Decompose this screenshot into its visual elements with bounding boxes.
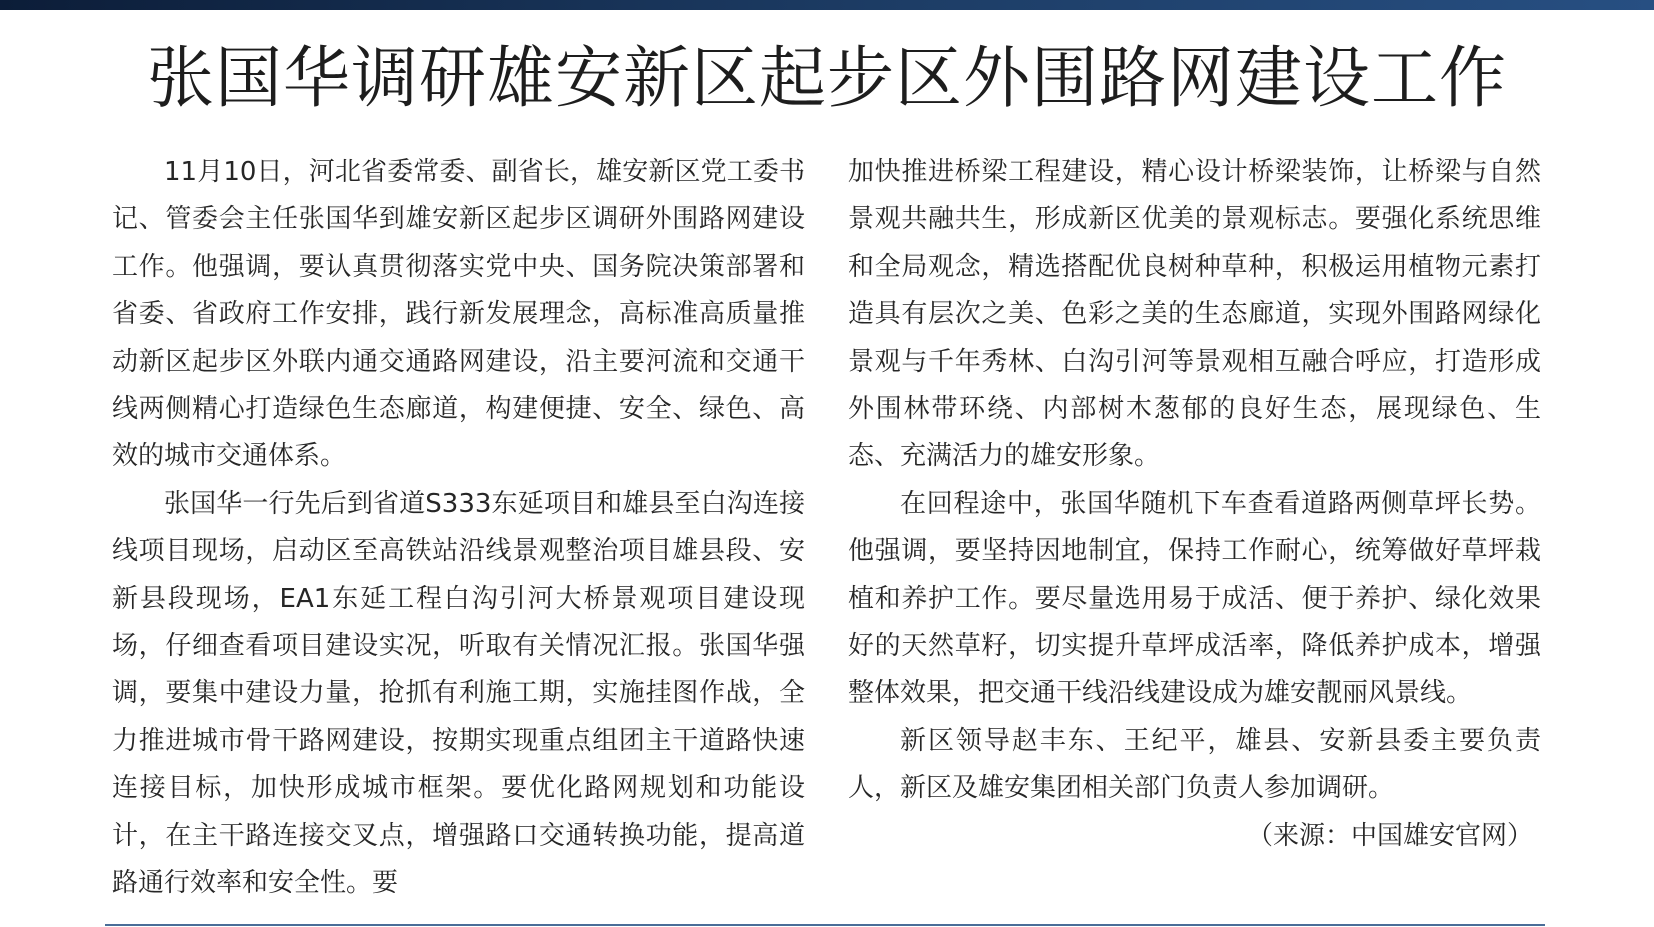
- top-banner-bar: [0, 0, 1654, 10]
- article-source: （来源：中国雄安官网）: [1246, 820, 1533, 851]
- article-paragraph-continued: 加快推进桥梁工程建设，精心设计桥梁装饰，让桥梁与自然景观共融共生，形成新区优美的景观标志。要强化系统思维和全局观念，精选搭配优良树种草种，积极运用植物元素打造具有层次之美、色彩之美的生态廊道，实现外围路网绿化景观与千年秀林、白沟引河等景观相互融合呼应，打造形成外围林带环绕、内部树木葱郁的良好生态，展现绿色、生态、充满活力的雄安形象。: [848, 157, 1541, 472]
- article-paragraph: 新区领导赵丰东、王纪平，雄县、安新县委主要负责人，新区及雄安集团相关部门负责人参加调研。: [848, 725, 1541, 804]
- bottom-divider: [105, 924, 1545, 926]
- article-paragraph: 张国华一行先后到省道S333东延项目和雄县至白沟连接线项目现场，启动区至高铁站沿线景观整治项目雄县段、安新县段现场，EA1东延工程白沟引河大桥景观项目建设现场，仔细查看项目建设实况，听取有关情况汇报。张国华强调，要集中建设力量，抢抓有利施工期，实施挂图作战，全力推进城市骨干路网建设，按期实现重点组团主干道路快速连接目标，加快形成城市框架。要优化路网规划和功能设计，在主干路连接交叉点，增强路口交通转换功能，提高道路通行效率和安全性。要: [112, 488, 805, 899]
- article-right-column: [848, 149, 1541, 860]
- article-left-column: [112, 149, 805, 908]
- article-paragraph: 11月10日，河北省委常委、副省长，雄安新区党工委书记、管委会主任张国华到雄安新区起步区调研外围路网建设工作。他强调，要认真贯彻落实党中央、国务院决策部署和省委、省政府工作安排，践行新发展理念，高标准高质量推动新区起步区外联内通交通路网建设，沿主要河流和交通干线两侧精心打造绿色生态廊道，构建便捷、安全、绿色、高效的城市交通体系。: [112, 157, 805, 472]
- article-paragraph: 在回程途中，张国华随机下车查看道路两侧草坪长势。他强调，要坚持因地制宜，保持工作耐心，统筹做好草坪栽植和养护工作。要尽量选用易于成活、便于养护、绿化效果好的天然草籽，切实提升草坪成活率，降低养护成本，增强整体效果，把交通干线沿线建设成为雄安靓丽风景线。: [848, 488, 1541, 709]
- article-headline: 张国华调研雄安新区起步区外围路网建设工作: [147, 39, 1507, 117]
